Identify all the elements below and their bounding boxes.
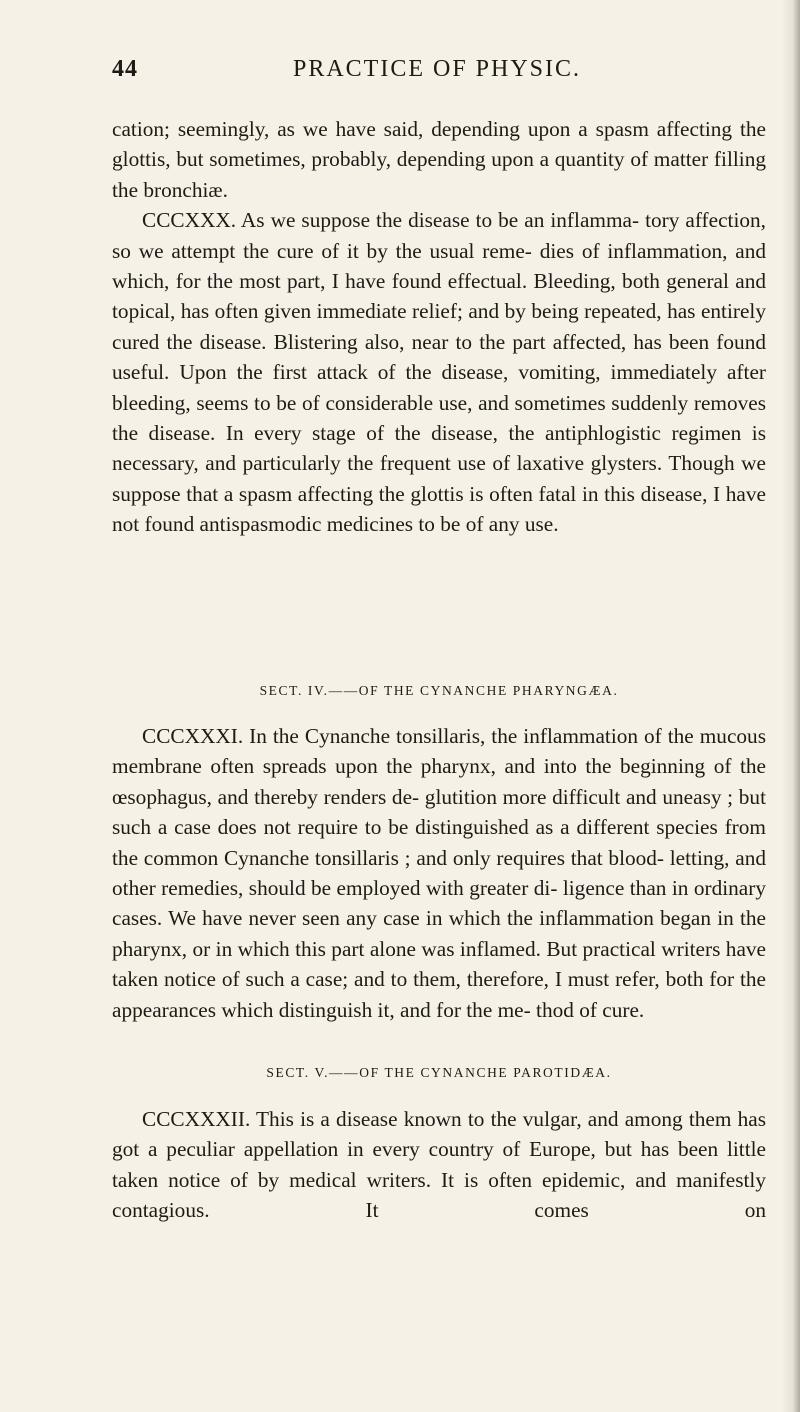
paragraph-cccxxxi: CCCXXXI. In the Cynanche tonsillaris, the inflammation of the mucous membrane often spreads upon the pharynx, and into the beginning of the œsophagus, and thereby renders de- glutition more difficult and uneasy ; but such a case does not require to be distinguished as a different species from the common Cynanche tonsillaris ; and only requires that blood- letting, and other remedies, should be employed with greater di- ligence than in ordinary cases. We have never seen any case in which the inflammation began in the pharynx, or in which this part alone was inflamed. But practical writers have taken notice of such a case; and to them, therefore, I must refer, both for the appearances which distinguish it, and for the me- thod of cure. — [112, 724, 766, 1022]
text-block-cccxxx — [112, 114, 766, 540]
running-head — [112, 56, 762, 90]
text-block-cccxxxi — [112, 721, 766, 1025]
text-block-cccxxxii — [112, 1104, 766, 1226]
paragraph-cccxxx: CCCXXX. As we suppose the disease to be an inflamma- tory affection, so we attempt the cure of it by the usual reme- dies of inflammation, and which, for the most part, I have found effectual. Bleeding, both general and topical, has often given immediate relief; and by being repeated, has entirely cured the disease. Blistering also, near to the part affected, has been found useful. Upon the first attack of the disease, vomiting, immediately after bleeding, seems to be of considerable use, and sometimes suddenly removes the disease. In every stage of the disease, the antiphlogistic regimen is necessary, and particularly the frequent use of laxative glysters. Though we suppose that a spasm affecting the glottis is often fatal in this disease, I have not found antispasmodic medicines to be of any use. — [112, 208, 766, 537]
paragraph-continuation: cation; seemingly, as we have said, depending upon a spasm affecting the glottis, but sometimes, probably, depending upon a quantity of matter filling the bronchiæ. — [112, 117, 766, 202]
section-heading-v: SECT. V.——OF THE CYNANCHE PAROTIDÆA. — [266, 1065, 612, 1080]
running-title: PRACTICE OF PHYSIC. — [292, 56, 582, 82]
paragraph-cccxxxii: CCCXXXII. This is a disease known to the vulgar, and among them has got a peculiar appellation in every country of Europe, but has been little taken notice of by medical writers. It is often epidemic, and manifestly contagious. It comes on — [112, 1107, 766, 1223]
page-number: 44 — [112, 56, 138, 82]
page-gutter-shadow — [782, 0, 800, 1412]
section-heading-iv: SECT. IV.——OF THE CYNANCHE PHARYNGÆA. — [259, 683, 619, 698]
